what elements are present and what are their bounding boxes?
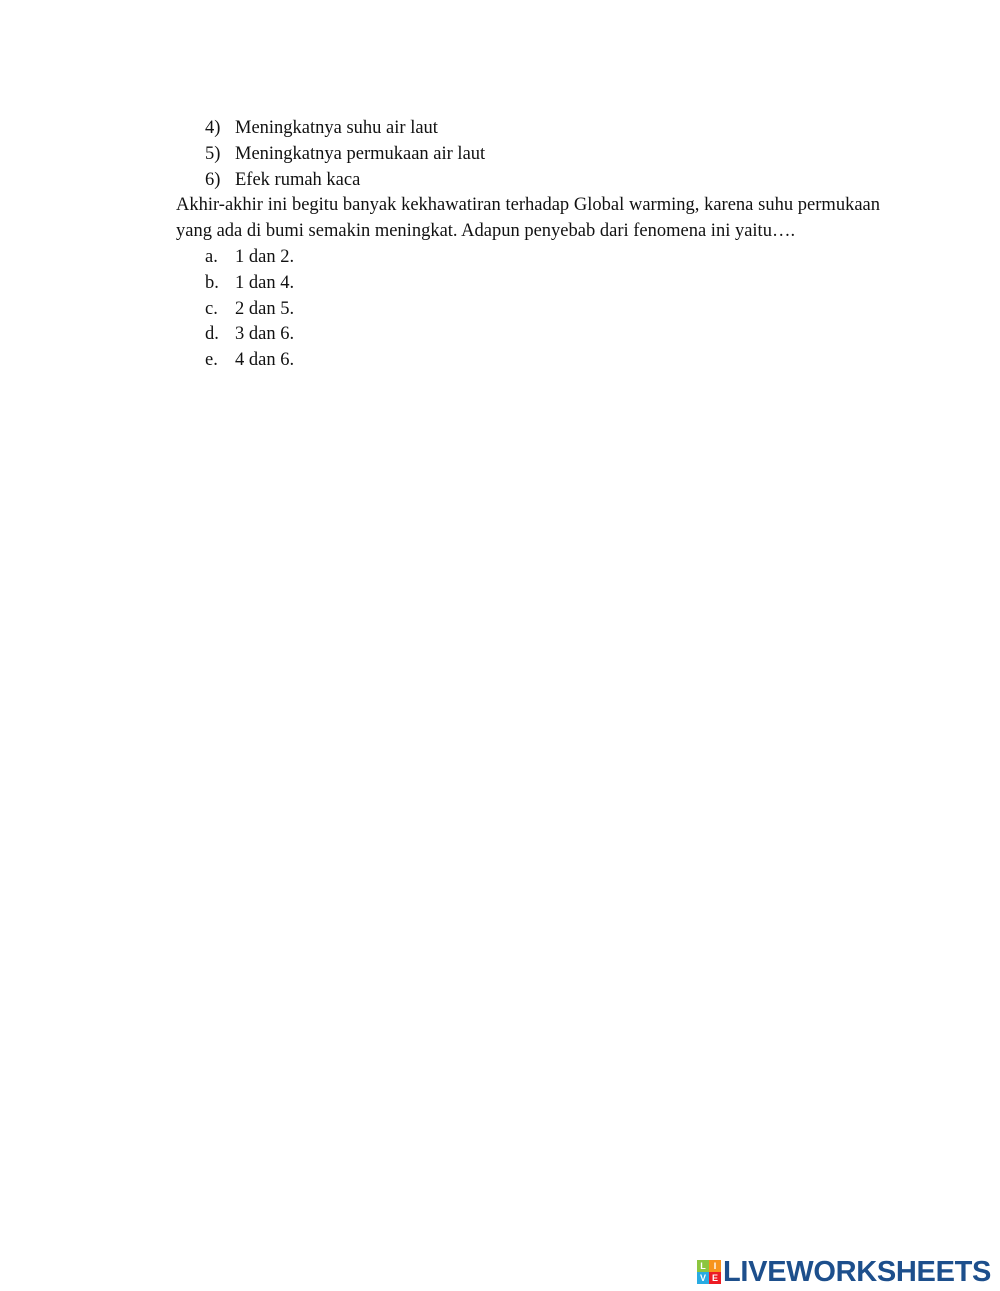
logo-block: L [697, 1260, 709, 1272]
logo-block: E [709, 1272, 721, 1284]
logo-blocks-icon [697, 1260, 721, 1284]
logo-block: V [697, 1272, 709, 1284]
option-text: 1 dan 2. [235, 246, 295, 267]
answer-option[interactable] [176, 245, 880, 271]
premise-text: Meningkatnya permukaan air laut [235, 143, 486, 164]
option-text: 3 dan 6. [235, 324, 295, 345]
premise-item [176, 116, 880, 142]
premise-marker: 5) [205, 143, 221, 164]
logo-block: I [709, 1260, 721, 1272]
question-text: Akhir-akhir ini begitu banyak kekhawatiran terhadap Global warming, karena suhu permukaan yang ada di bumi semakin meningkat. Adapun penyebab dari fenomena ini yaitu…. [176, 195, 880, 242]
option-text: 2 dan 5. [235, 298, 295, 319]
liveworksheets-logo [697, 1257, 991, 1287]
answer-option[interactable] [176, 348, 880, 374]
answer-option[interactable] [176, 271, 880, 297]
answer-option[interactable] [176, 297, 880, 323]
option-marker: a. [205, 246, 218, 267]
premise-item [176, 168, 880, 194]
answer-option[interactable] [176, 322, 880, 348]
option-text: 1 dan 4. [235, 272, 295, 293]
logo-wordmark: LIVEWORKSHEETS [723, 1256, 992, 1288]
question-block [176, 116, 880, 374]
premise-item [176, 142, 880, 168]
premise-text: Efek rumah kaca [235, 169, 361, 190]
option-marker: e. [205, 350, 218, 371]
option-marker: b. [205, 272, 219, 293]
option-text: 4 dan 6. [235, 350, 295, 371]
premise-marker: 6) [205, 169, 221, 190]
premise-marker: 4) [205, 118, 221, 138]
option-marker: d. [205, 324, 219, 345]
premise-text: Meningkatnya suhu air laut [235, 118, 438, 138]
option-marker: c. [205, 298, 218, 319]
